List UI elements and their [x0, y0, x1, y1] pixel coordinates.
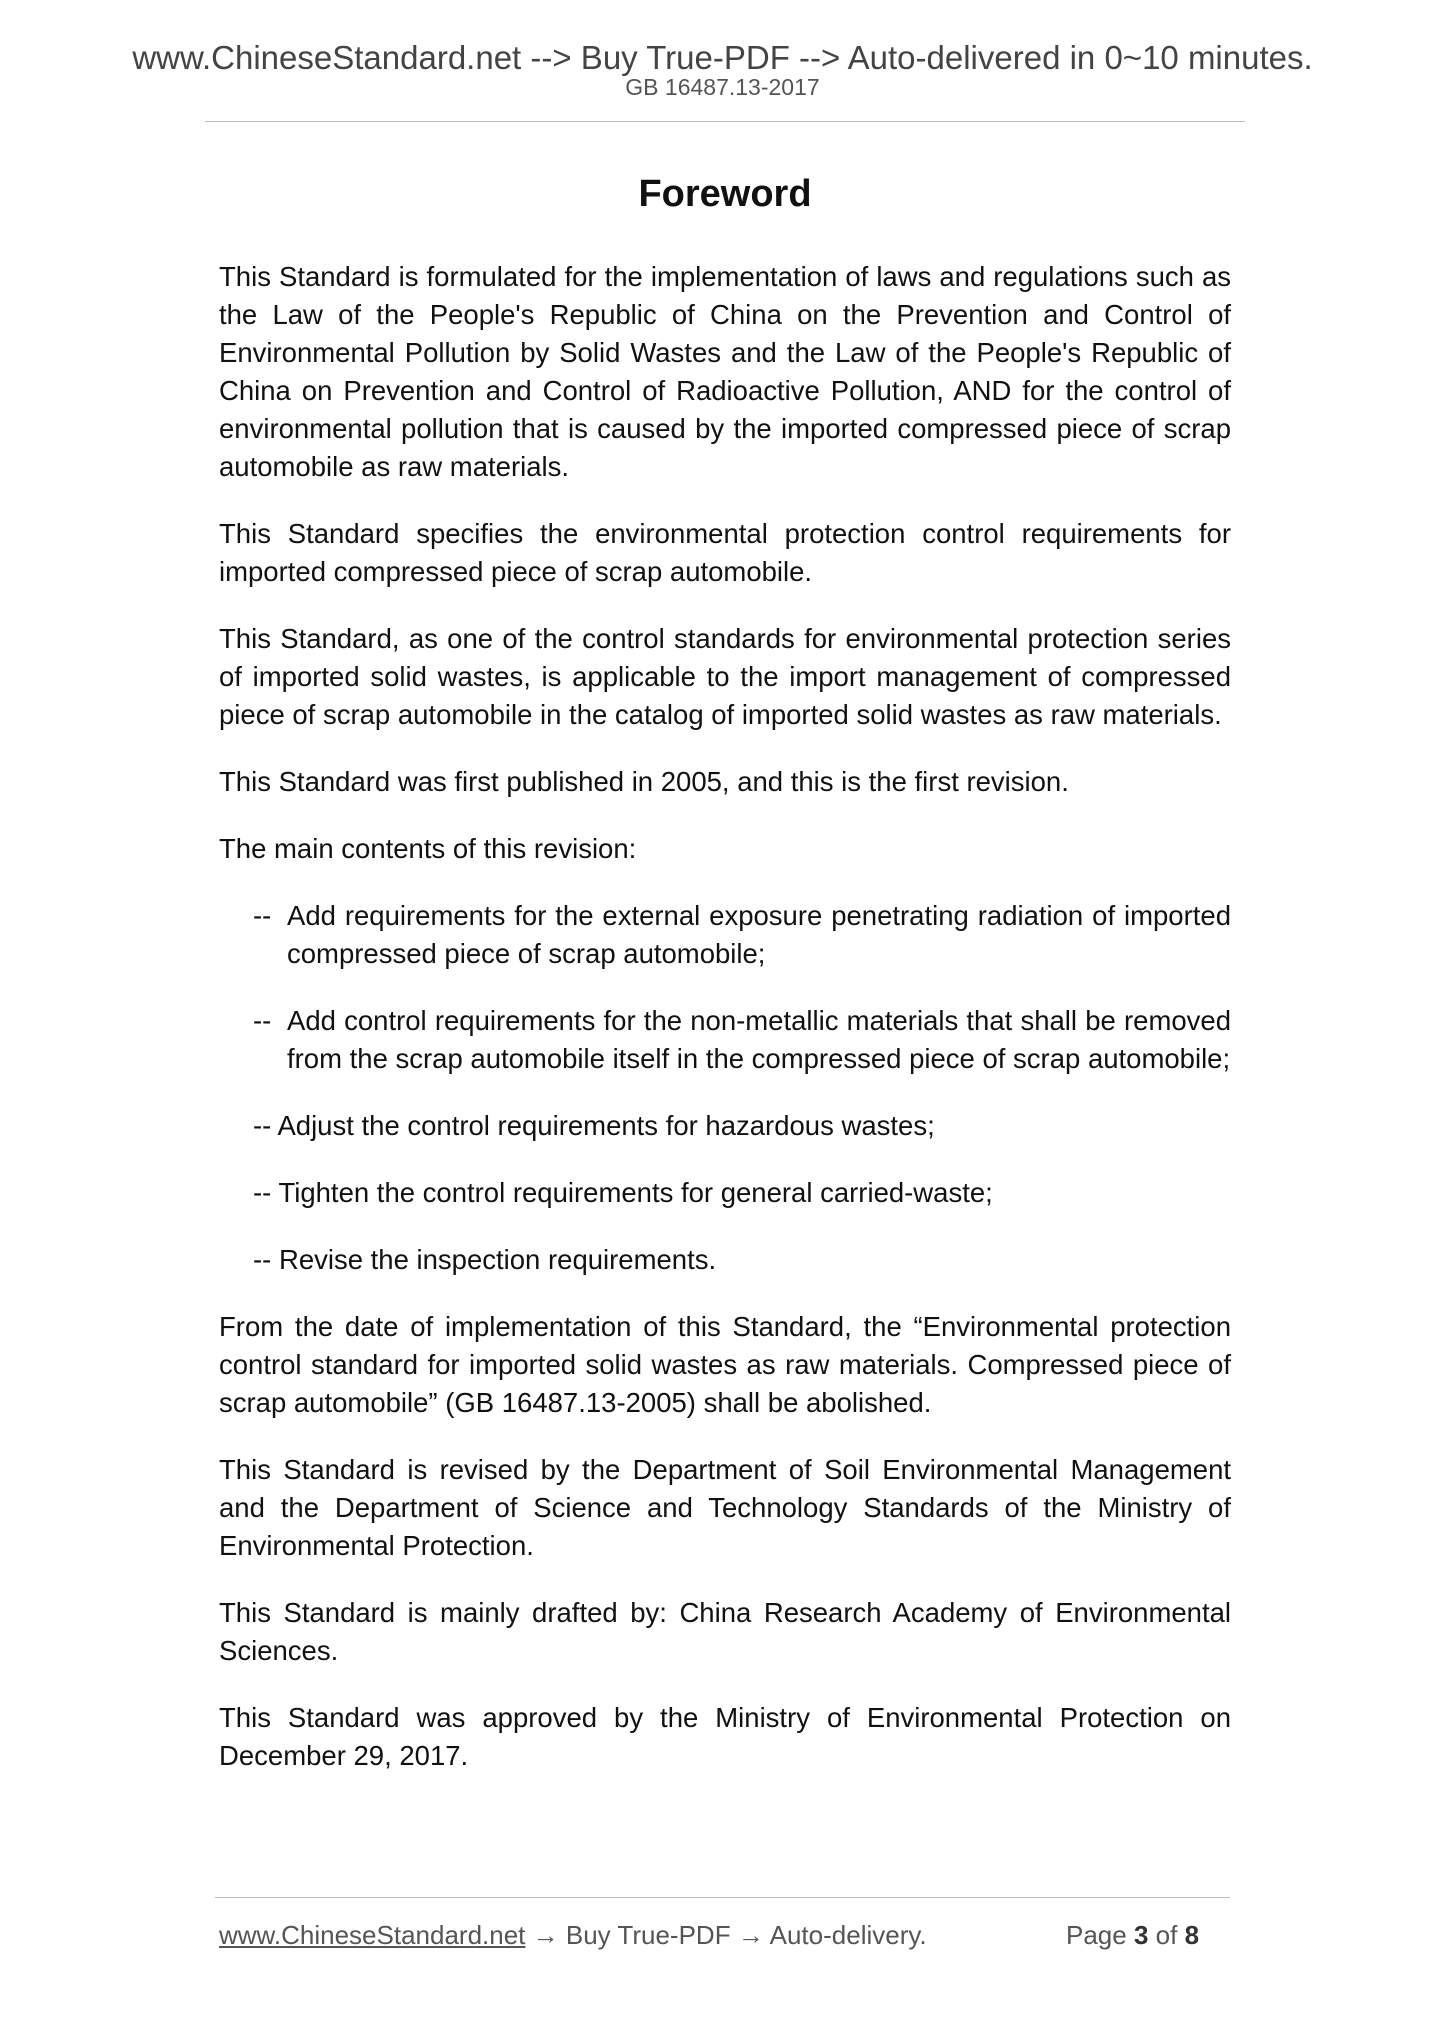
page-label: Page [1066, 1920, 1127, 1950]
footer-promo [219, 1918, 927, 1952]
list-item [253, 1002, 1231, 1078]
paragraph-abolition: From the date of implementation of this Standard, the “Environmental protection control standard for imported solid wastes as raw materials. Compressed piece of scrap automobile” (GB 16487.13-2005) shall be abolished. [219, 1311, 1231, 1418]
list-dash: -- [253, 900, 272, 931]
page-indicator [1066, 1918, 1199, 1952]
document-number: GB 16487.13-2017 [625, 74, 820, 100]
page-current: 3 [1133, 1920, 1149, 1950]
footer-delivery-text: Auto-delivery. [769, 1920, 927, 1950]
paragraph-applicability: This Standard, as one of the control standards for environmental protection series of imported solid wastes, is applicable to the import management of compressed piece of scrap automobile in the catalog of imported solid wastes as raw materials. [219, 623, 1231, 730]
list-dash: -- [253, 1005, 272, 1036]
header-divider [205, 121, 1245, 122]
list-item: -- Revise the inspection requirements. [253, 1244, 717, 1275]
list-item-text: Add control requirements for the non-metallic materials that shall be removed from the scrap automobile itself in the compressed piece of scrap automobile; [287, 1005, 1231, 1074]
page-of-label: of [1155, 1920, 1178, 1950]
page-total: 8 [1184, 1920, 1200, 1950]
paragraph-revision-intro: The main contents of this revision: [219, 833, 637, 864]
page-title: Foreword [638, 173, 812, 215]
list-item [253, 897, 1231, 973]
paragraph-revised-by: This Standard is revised by the Department of Soil Environmental Management and the Department of Science and Technology Standards of the Ministry of Environmental Protection. [219, 1454, 1231, 1561]
list-item: -- Tighten the control requirements for general carried-waste; [253, 1177, 993, 1208]
paragraph-scope: This Standard specifies the environmental protection control requirements for imported compressed piece of scrap automobile. [219, 518, 1231, 587]
arrow-right-icon: → [737, 1920, 764, 1950]
paragraph-purpose: This Standard is formulated for the implementation of laws and regulations such as the Law of the People's Republic of China on the Prevention and Control of Environmental Pollution by Solid Wastes and the Law of the People's Republic of China on Prevention and Control of Radioactive Pollution, AND for the control of environmental pollution that is caused by the imported compressed piece of scrap automobile as raw materials. [219, 261, 1231, 482]
arrow-right-icon: → [532, 1920, 559, 1950]
list-item-text: Add requirements for the external exposure penetrating radiation of imported compressed piece of scrap automobile; [287, 900, 1231, 969]
footer-buy-text: Buy True-PDF [565, 1920, 731, 1950]
footer-divider [215, 1897, 1230, 1898]
footer-site-link[interactable]: www.ChineseStandard.net [219, 1920, 526, 1950]
paragraph-approval: This Standard was approved by the Ministry of Environmental Protection on December 29, 2017. [219, 1702, 1231, 1771]
paragraph-drafted-by: This Standard is mainly drafted by: China Research Academy of Environmental Sciences. [219, 1597, 1231, 1666]
list-item: -- Adjust the control requirements for hazardous wastes; [253, 1110, 935, 1141]
paragraph-history: This Standard was first published in 2005, and this is the first revision. [219, 766, 1069, 797]
document-body [219, 258, 1231, 1804]
header-banner: www.ChineseStandard.net --> Buy True-PDF --> Auto-delivered in 0~10 minutes. [132, 39, 1313, 76]
